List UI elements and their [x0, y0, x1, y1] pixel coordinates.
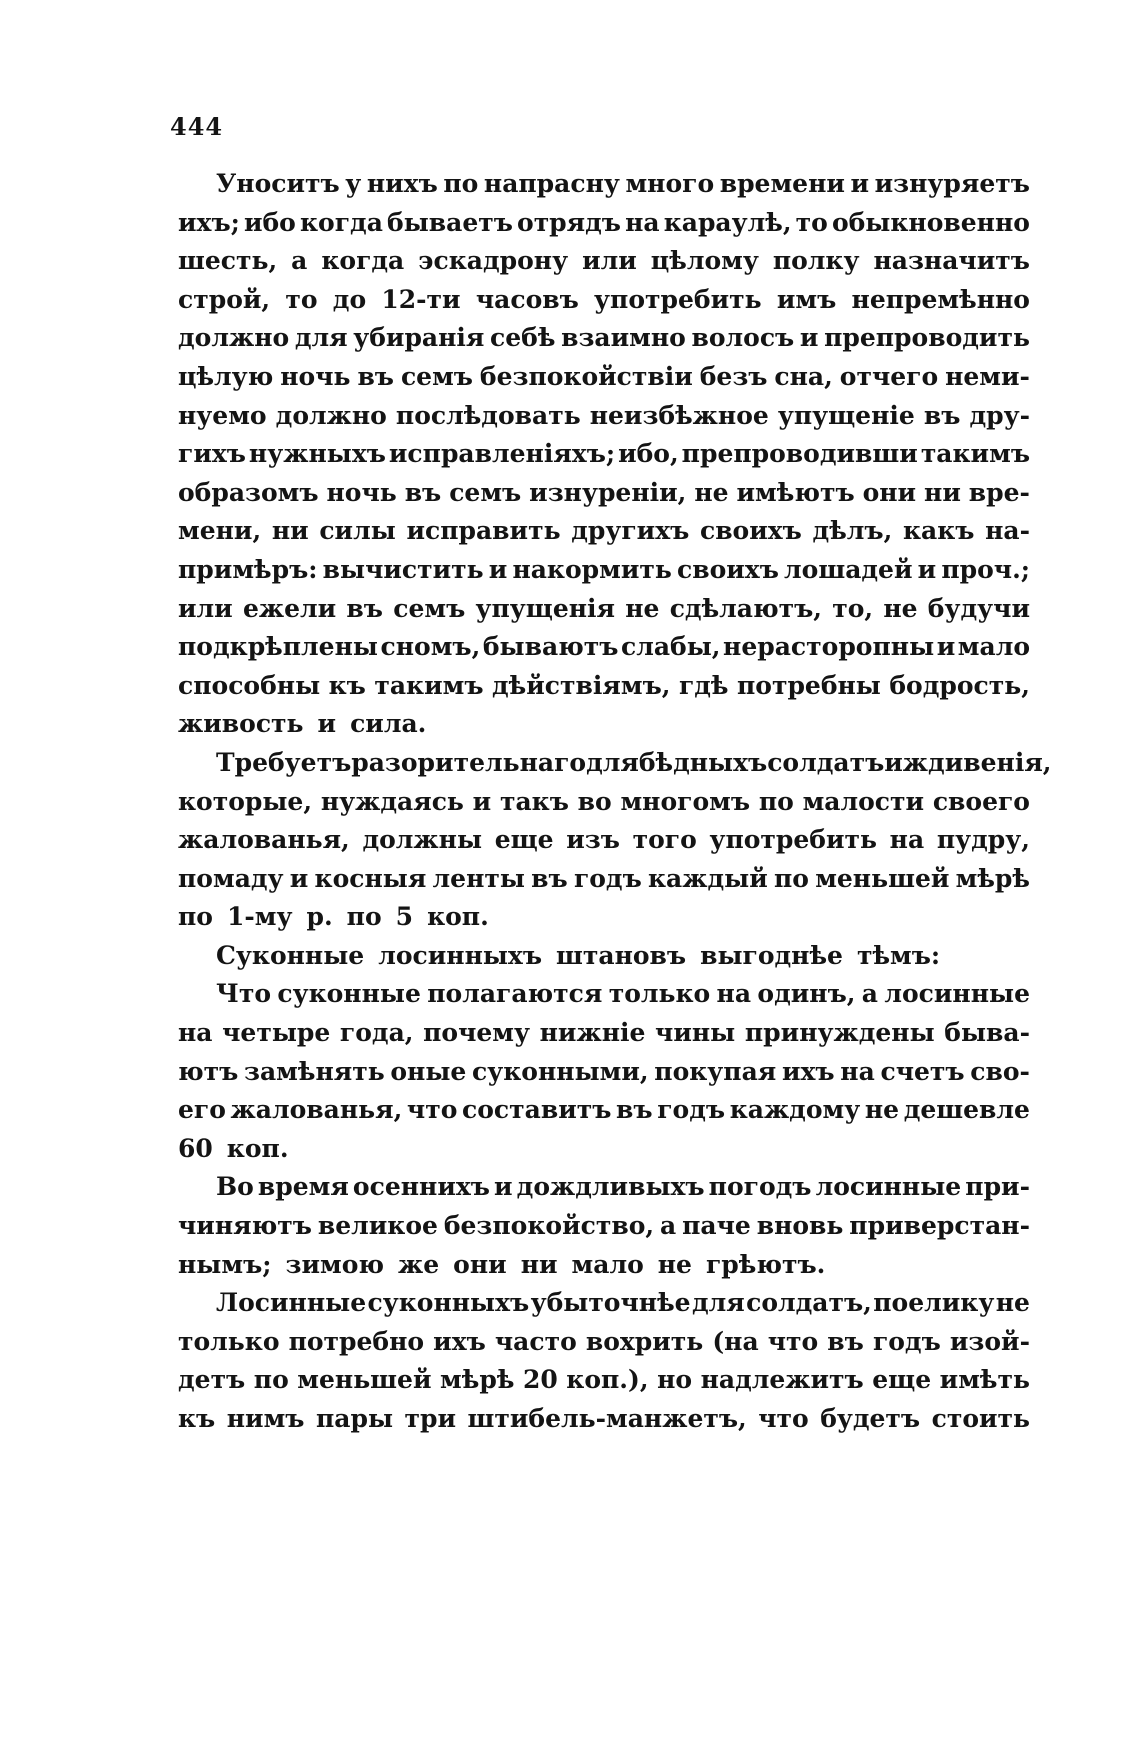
text-line: примѣръ: вычистить и накормить своихъ лошадей и проч.; [178, 554, 1030, 584]
paragraph [178, 1284, 1030, 1438]
text-line: шесть, а когда эскадрону или цѣлому полку назначитъ [178, 246, 1030, 276]
text-line: 60 коп. [178, 1133, 289, 1163]
text-line: по 1-му р. по 5 коп. [178, 902, 489, 932]
paragraph [178, 975, 1030, 1168]
text-line: Лосинные суконныхъ убыточнѣе для солдатъ, поелику не [216, 1288, 1030, 1318]
body-text [178, 165, 1052, 1439]
text-line: его жалованья, что составитъ въ годъ каждому не дешевле [178, 1095, 1030, 1125]
text-line: или ежели въ семъ упущенія не сдѣлаютъ, то, не будучи [178, 593, 1030, 623]
text-line: Суконные лосинныхъ штановъ выгоднѣе тѣмъ: [216, 940, 941, 970]
text-line: помаду и косныя ленты въ годъ каждый по меньшей мѣрѣ [178, 863, 1030, 893]
text-line: къ нимъ пары три штибель-манжетъ, что будетъ стоить [178, 1404, 1030, 1433]
text-line: Уноситъ у нихъ по напрасну много времени и изнуряетъ [216, 169, 1030, 198]
text-line: которые, нуждаясь и такъ во многомъ по малости своего [178, 786, 1030, 816]
text-line: живость и сила. [178, 709, 427, 739]
text-line: Требуетъ разорительнаго для бѣдныхъ солдатъ иждивенія, [216, 747, 1052, 777]
paragraph [178, 165, 1030, 744]
paragraph [178, 744, 1052, 937]
text-line: Во время осеннихъ и дождливыхъ погодъ лосинные при- [216, 1172, 1030, 1202]
text-line: нуемо должно послѣдовать неизбѣжное упущеніе въ дру- [178, 400, 1030, 430]
text-line: должно для убиранія себѣ взаимно волосъ и препроводить [178, 323, 1030, 353]
text-line: способны къ такимъ дѣйствіямъ, гдѣ потребны бодрость, [178, 670, 1030, 700]
page-number: 444 [170, 112, 224, 141]
text-line: чиняютъ великое безпокойство, а паче вновь приверстан- [178, 1211, 1030, 1241]
text-line: детъ по меньшей мѣрѣ 20 коп.), но надлежитъ еще имѣть [178, 1365, 1030, 1395]
text-line: только потребно ихъ часто вохрить (на что въ годъ изой- [178, 1326, 1030, 1356]
text-line: подкрѣплены сномъ, бываютъ слабы, нерасторопны и мало [178, 632, 1030, 662]
text-line: образомъ ночь въ семъ изнуреніи, не имѣютъ они ни вре- [178, 477, 1030, 507]
text-line: Что суконные полагаются только на одинъ, а лосинные [216, 979, 1030, 1009]
text-line: мени, ни силы исправить другихъ своихъ дѣлъ, какъ на- [178, 516, 1030, 546]
paragraph [178, 1168, 1030, 1284]
text-line: нымъ; зимою же они ни мало не грѣютъ. [178, 1249, 826, 1279]
text-line: цѣлую ночь въ семъ безпокойствіи безъ сна, отчего неми- [178, 361, 1030, 391]
text-line: строй, то до 12-ти часовъ употребить имъ непремѣнно [178, 284, 1030, 314]
text-line: жалованья, должны еще изъ того употребить на пудру, [178, 825, 1030, 855]
paragraph [178, 937, 1030, 976]
text-line: на четыре года, почему нижніе чины принуждены быва- [178, 1018, 1030, 1048]
text-line: гихъ нужныхъ исправленіяхъ; ибо, препроводивши такимъ [178, 439, 1030, 469]
text-line: ютъ замѣнять оные суконными, покупая ихъ на счетъ сво- [178, 1056, 1030, 1086]
text-line: ихъ; ибо когда бываетъ отрядъ на караулѣ, то обыкновенно [178, 207, 1030, 237]
